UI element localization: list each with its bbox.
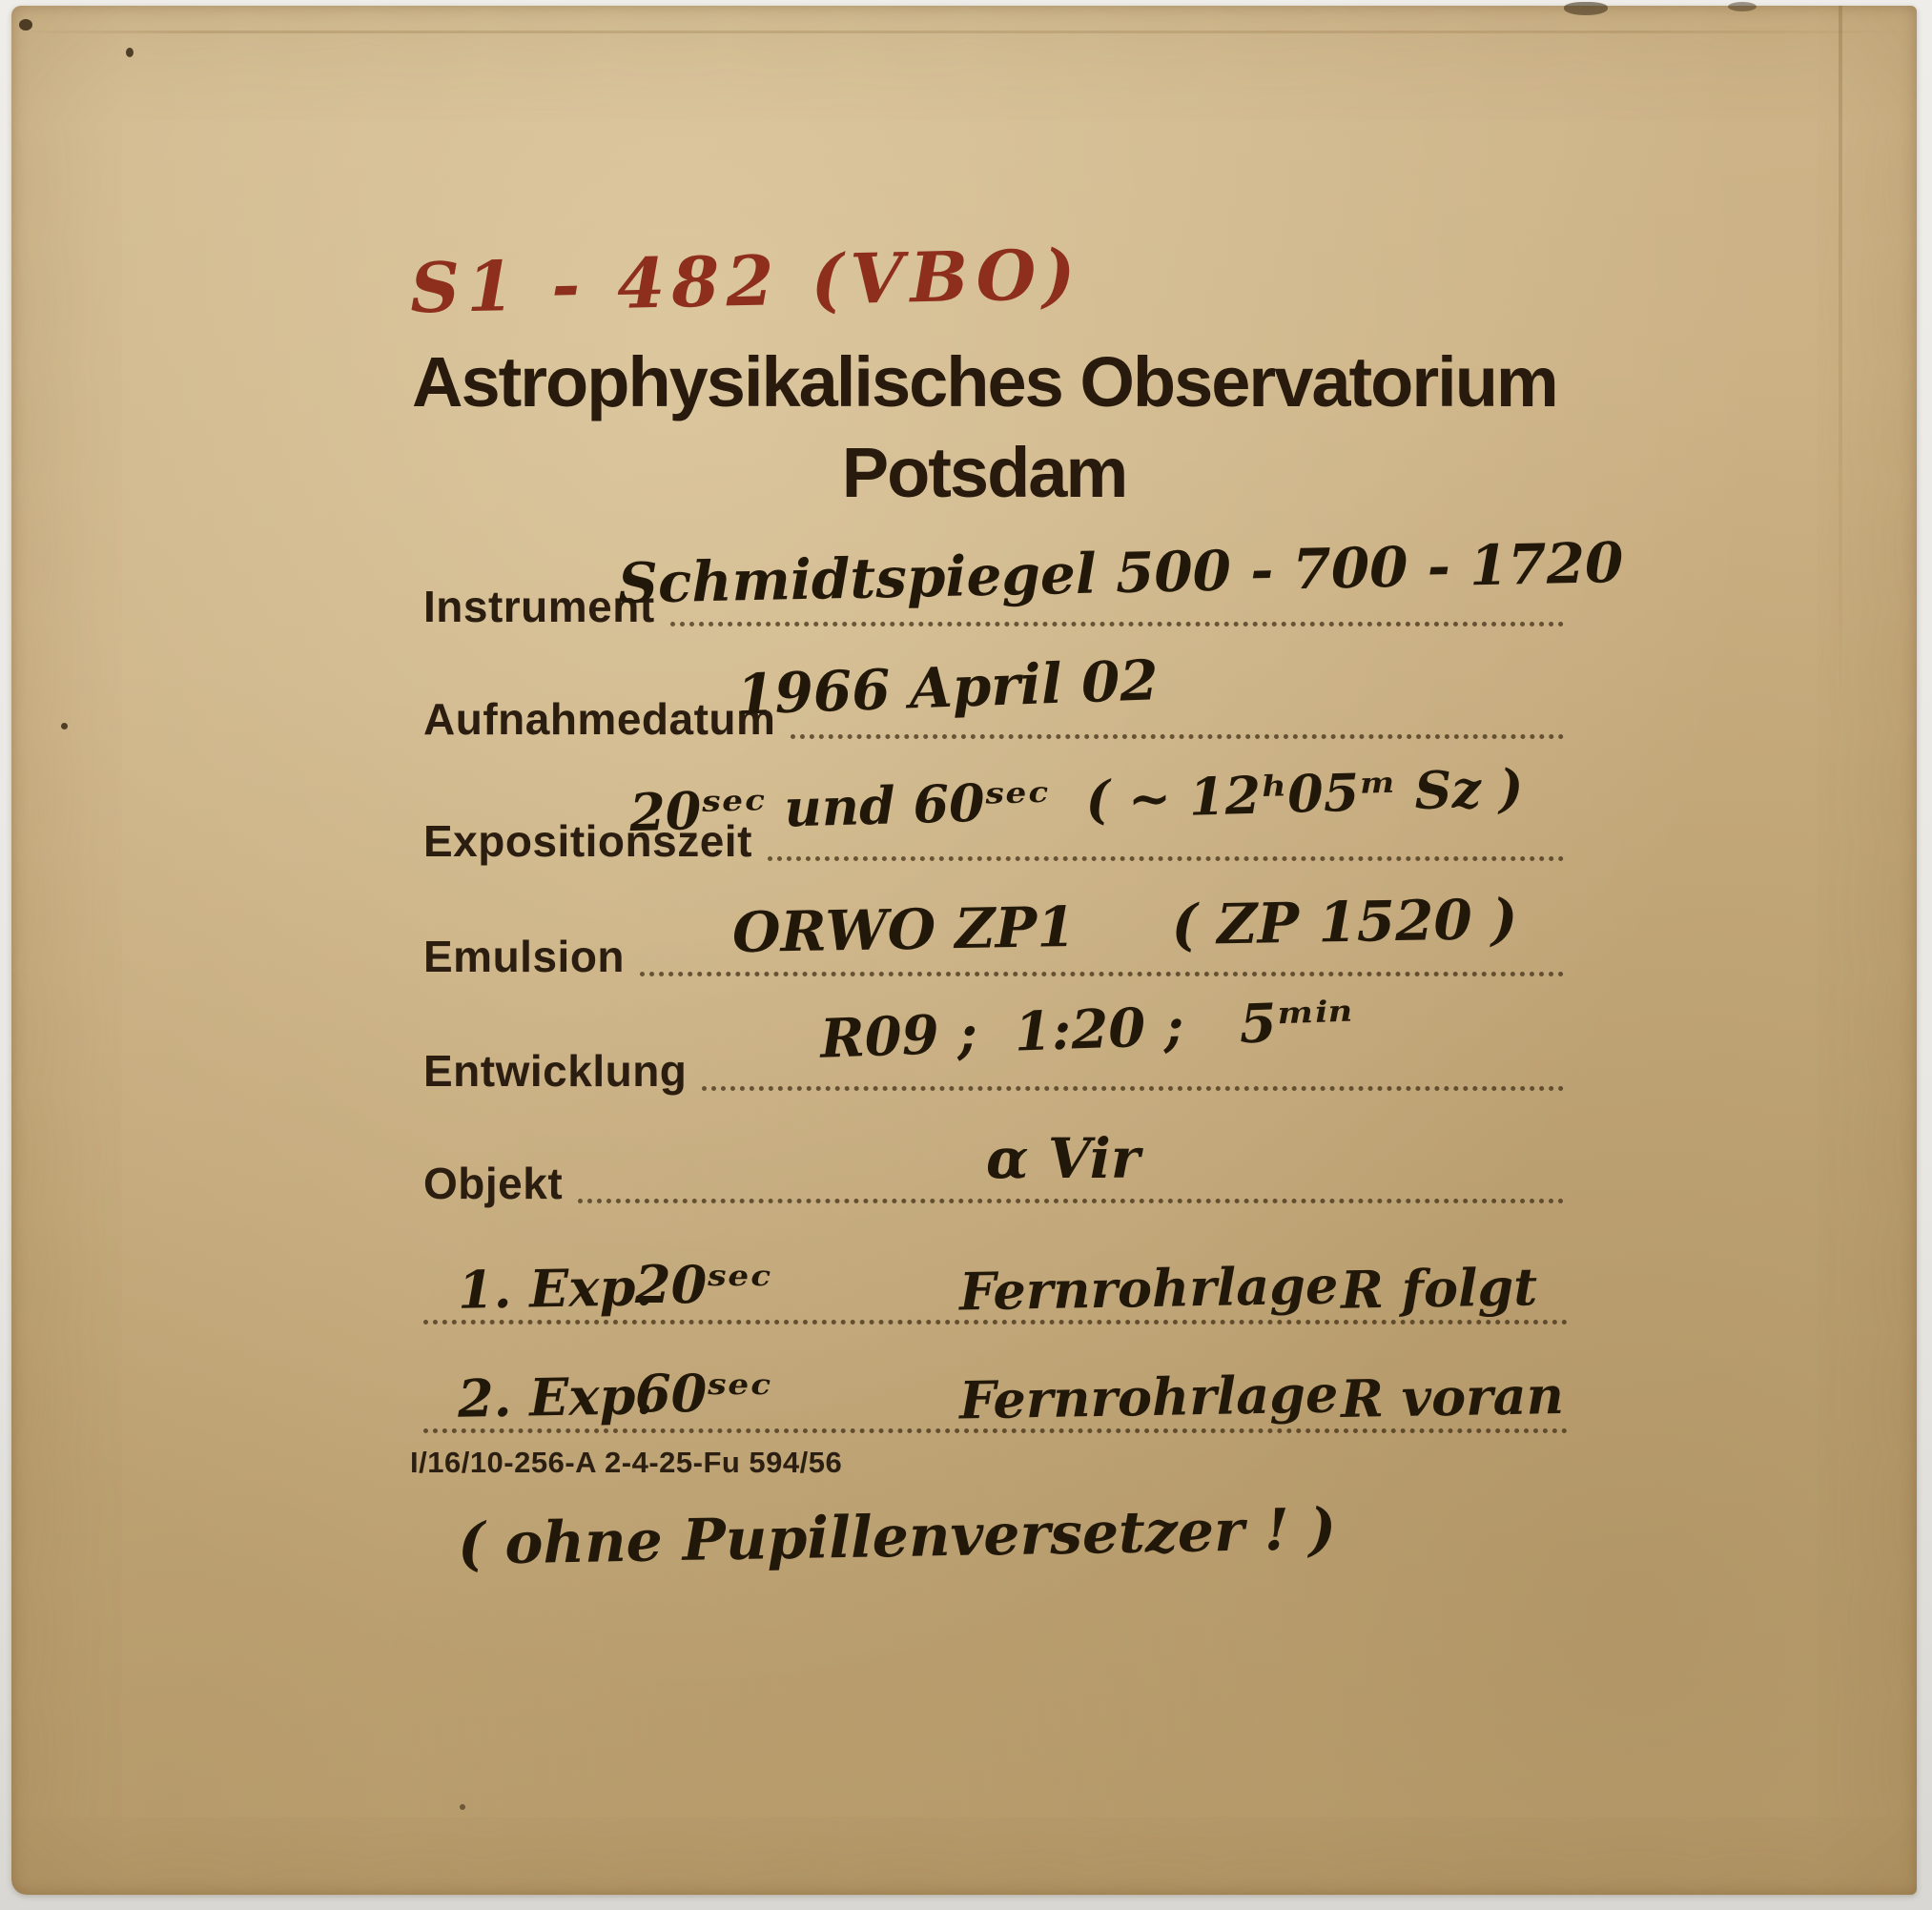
handwritten-note: ( ohne Pupillenversetzer ! ) (457, 1495, 1337, 1579)
field-value-instrument: Schmidtspiegel 500 - 700 - 1720 (617, 529, 1625, 617)
observatory-header (412, 338, 1556, 518)
field-value-entwicklung: R09 ; 1:20 ; 5ᵐⁱⁿ (819, 989, 1354, 1071)
field-value-objekt: α Vir (986, 1126, 1141, 1191)
exposure-orientation: R voran (1340, 1364, 1565, 1430)
paper-speck (460, 1804, 465, 1810)
field-value-aufnahmedatum: 1966 April 02 (734, 647, 1160, 728)
telescope-position-label: Fernrohrlage (958, 1254, 1339, 1323)
exposure-orientation: R folgt (1340, 1256, 1538, 1321)
dotted-fill-line (768, 856, 1564, 861)
field-label: Expositionszeit (423, 816, 752, 866)
paper-speck (61, 723, 68, 729)
exposure-row-1 (423, 1251, 1568, 1325)
paper-smudge (1728, 2, 1757, 11)
field-value-expositionszeit: 20ˢᵉᶜ und 60ˢᵉᶜ ( ~ 12ʰ05ᵐ Sz ) (628, 756, 1525, 844)
paper-speck (19, 19, 32, 31)
field-label: Aufnahmedatum (423, 694, 776, 744)
paper-speck (126, 48, 134, 57)
dotted-fill-line (578, 1199, 1564, 1203)
exposure-duration: 20ˢᵉᶜ (635, 1254, 772, 1315)
dotted-fill-line (670, 622, 1564, 626)
dotted-fill-line (702, 1086, 1564, 1091)
field-label: Objekt (423, 1159, 564, 1208)
institution-name: Astrophysikalisches Observatorium (412, 342, 1557, 421)
dotted-fill-line (640, 972, 1564, 976)
paper-crease (1839, 6, 1842, 730)
paper-smudge (1564, 2, 1608, 15)
plate-envelope (11, 6, 1917, 1895)
city-name: Potsdam (841, 432, 1127, 512)
field-label: Emulsion (423, 932, 626, 981)
exposure-label: 2. Exp. (457, 1365, 654, 1429)
printed-form-code: I/16/10-256-A 2-4-25-Fu 594/56 (410, 1446, 843, 1479)
dotted-fill-line (791, 734, 1564, 739)
exposure-duration: 60ˢᵉᶜ (635, 1363, 772, 1424)
exposure-row-2 (423, 1360, 1568, 1433)
field-value-emulsion: ORWO ZP1 ( ZP 1520 ) (731, 886, 1518, 966)
field-label: Instrument (423, 582, 655, 631)
field-label: Entwicklung (423, 1046, 688, 1096)
telescope-position-label: Fernrohrlage (958, 1363, 1339, 1431)
envelope-flap-seam (11, 31, 1917, 33)
exposure-label: 1. Exp. (457, 1256, 654, 1321)
plate-id-handwritten: S1 - 482 (VBO) (409, 233, 1083, 329)
